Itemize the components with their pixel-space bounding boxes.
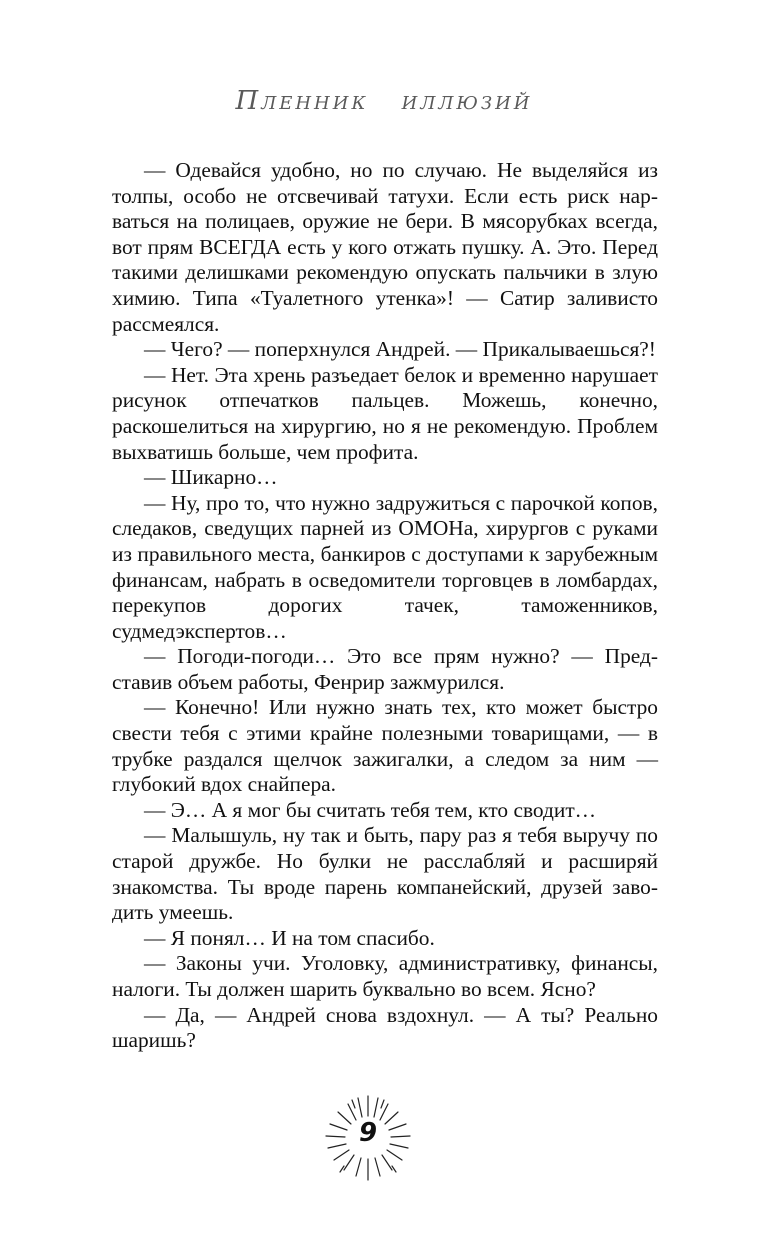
running-header: Пленник иллюзий bbox=[235, 86, 533, 116]
paragraph: — Одевайся удобно, но по случаю. Не выделяйся из толпы, особо не отсвечивай татухи. Если есть риск нарваться на полицаев, оружие не бери. В мясорубках всегда, вот прям ВСЕГДА есть у кого отжать пушку. А. Это. Перед такими делишками рекомендую опускать пальчики в злую химию. Типа «Туалетного утенка»! — Сатир заливисто рассмеялся. bbox=[112, 158, 658, 336]
paragraph: — Законы учи. Уголовку, административку, финансы, налоги. Ты должен шарить буквально во всем. Ясно? bbox=[112, 951, 658, 1001]
paragraph: — Нет. Эта хрень разъедает белок и временно нарушает рисунок отпечатков пальцев. Можешь, конечно, раскошелиться на хирургию, но я не рекомендую. Проблем выхватишь больше, чем профита. bbox=[112, 362, 658, 464]
paragraph: — Погоди-погоди… Это все прям нужно? — Представив объем работы, Фенрир зажмурился. bbox=[112, 644, 658, 694]
paragraph: — Конечно! Или нужно знать тех, кто может быстро свести тебя с этими крайне полезными товарищами, — в трубке раздался щелчок зажигалки, а следом за ним — глубокий вдох снайпера. bbox=[112, 695, 658, 797]
page-number-burst bbox=[318, 1090, 418, 1200]
paragraph: — Э… А я мог бы считать тебя тем, кто сводит… bbox=[144, 797, 597, 822]
paragraph: — Да, — Андрей снова вздохнул. — А ты? Реально шаришь? bbox=[112, 1002, 658, 1053]
paragraph: — Я понял… И на том спасибо. bbox=[144, 925, 435, 950]
paragraph: — Малышуль, ну так и быть, пару раз я тебя выручу по старой дружбе. Но булки не расслабляй и расширяй знакомства. Ты вроде парень компанейский, друзей заводить умеешь. bbox=[112, 823, 658, 925]
paragraph: — Шикарно… bbox=[144, 465, 278, 490]
paragraph: — Чего? — поперхнулся Андрей. — Прикалываешься?! bbox=[144, 337, 656, 362]
paragraph: — Ну, про то, что нужно задружиться с парочкой копов, следаков, сведущих парней из ОМОНа, хирургов с руками из правильного места, банкиров с доступами к зарубежным финансам, набрать в осведомители торговцев в ломбардах, перекупов дорогих тачек, таможенников, судмедэкспертов… bbox=[112, 490, 658, 643]
body-text bbox=[112, 158, 658, 1054]
page-number: 9 bbox=[358, 1118, 378, 1148]
